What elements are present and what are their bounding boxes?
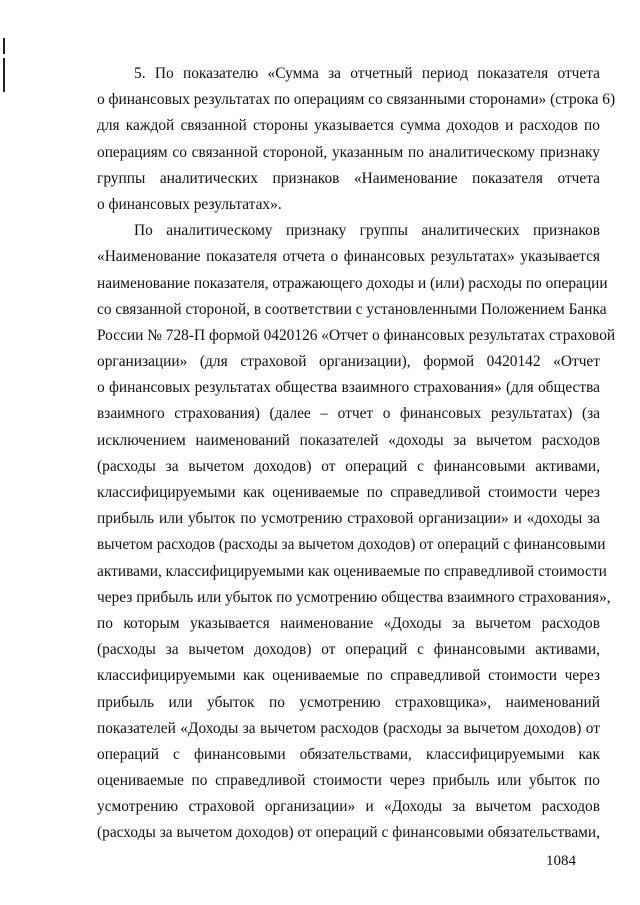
text-line: о финансовых результатах по операциям со связанными сторонами» (строка 6) (97, 91, 616, 109)
text-line: через прибыль или убыток по усмотрению общества взаимного страхования», (97, 588, 611, 606)
text-line: по которым указывается наименование «Доходы за вычетом расходов (97, 614, 600, 632)
text-line: вычетом расходов (расходы за вычетом доходов) от операций с финансовыми (97, 536, 606, 554)
text-line: (расходы за вычетом доходов) от операций с финансовыми обязательствами, (97, 824, 600, 842)
text-line: взаимного страхования) (далее – отчет о финансовых результатах) (за (97, 405, 600, 423)
text-line: группы аналитических признаков «Наименование показателя отчета (97, 169, 600, 187)
text-line: (расходы за вычетом доходов) от операций с финансовыми активами, (97, 457, 600, 475)
text-line: исключением наименований показателей «доходы за вычетом расходов (97, 431, 600, 449)
text-line: По аналитическому признаку группы аналитических признаков (134, 222, 600, 240)
document-body (97, 61, 616, 847)
text-line: России № 728-П формой 0420126 «Отчет о финансовых результатах страховой (97, 326, 616, 344)
text-line: (расходы за вычетом доходов) от операций с финансовыми активами, (97, 641, 600, 659)
text-line: активами, классифицируемыми как оцениваемые по справедливой стоимости (97, 562, 607, 580)
margin-mark-bottom (3, 58, 5, 92)
text-line: операций с финансовыми обязательствами, классифицируемыми как (97, 745, 600, 763)
text-line: прибыль или убыток по усмотрению страховщика», наименований (97, 693, 600, 711)
text-line: операциям со связанной стороной, указанным по аналитическому признаку (97, 143, 600, 161)
margin-mark-top (3, 38, 5, 54)
text-line: о финансовых результатах общества взаимного страхования» (для общества (97, 379, 600, 397)
page-number: 1084 (546, 853, 576, 869)
text-line: классифицируемыми как оцениваемые по справедливой стоимости через (97, 484, 600, 501)
text-line: наименование показателя, отражающего доходы и (или) расходы по операции (97, 274, 608, 292)
text-line: для каждой связанной стороны указывается сумма доходов и расходов по (97, 117, 600, 135)
text-line: 5. По показателю «Сумма за отчетный период показателя отчета (134, 65, 600, 82)
text-line: прибыль или убыток по усмотрению страховой организации» и «доходы за (97, 510, 600, 528)
text-line: усмотрению страховой организации» и «Доходы за вычетом расходов (97, 798, 600, 816)
text-line: классифицируемыми как оцениваемые по справедливой стоимости через (97, 667, 600, 685)
text-line: о финансовых результатах». (97, 195, 282, 213)
text-line: «Наименование показателя отчета о финансовых результатах» указывается (97, 248, 600, 266)
text-line: со связанной стороной, в соответствии с установленными Положением Банка (97, 300, 607, 318)
text-line: оцениваемые по справедливой стоимости через прибыль или убыток по (97, 772, 600, 790)
text-line: организации» (для страховой организации), формой 0420142 «Отчет (97, 353, 600, 371)
text-line: показателей «Доходы за вычетом расходов (расходы за вычетом доходов) от (97, 719, 600, 737)
